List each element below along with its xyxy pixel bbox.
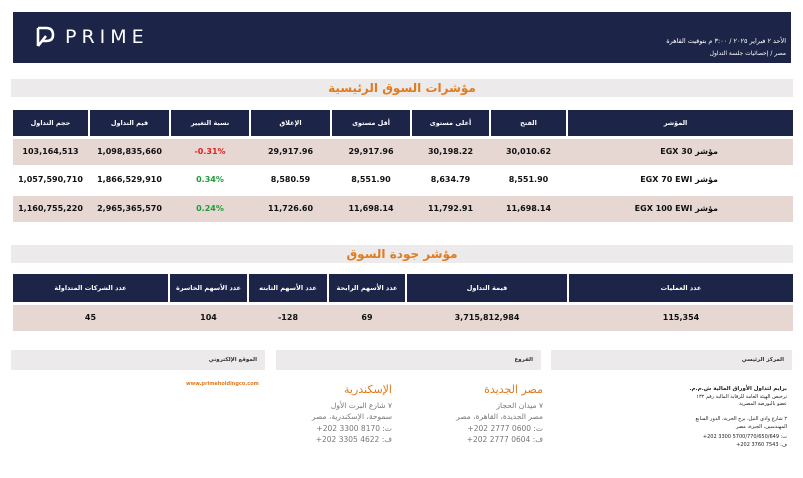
close-cell: 29,917.96 (267, 147, 314, 156)
volume-cell: 1,160,755,220 (18, 204, 83, 213)
col-losers-header: عدد الأسهم الخاسرة (170, 274, 247, 302)
close-cell: 8,580.59 (270, 175, 311, 184)
hq-fax: ف: 7543 3760 202+ (736, 442, 787, 448)
transactions-cell: 115,354 (662, 313, 700, 322)
low-cell: 29,917.96 (348, 147, 394, 156)
open-cell: 30,010.62 (505, 147, 552, 156)
index-name-cell: مؤشر EGX 100 EWI (634, 204, 718, 213)
market-quality-title: مؤشر جودة السوق (346, 247, 458, 261)
report-subtitle: مصر / إحصائيات جلسة التداول (709, 50, 786, 57)
close-cell: 11,726.60 (267, 204, 314, 213)
branch-heliopolis-line: مصر الجديدة، القاهرة، مصر (456, 412, 543, 421)
trade-value-cell: 3,715,812,984 (454, 313, 520, 322)
col-gainers-header: عدد الأسهم الرابحة (329, 274, 405, 302)
gainers-cell: 69 (361, 313, 373, 322)
logo-text: PRIME (65, 26, 149, 48)
branches-label-bar (276, 350, 541, 370)
hq-company-name: برايم لتداول الأوراق المالية ش.م.م. (689, 386, 787, 392)
change-cell: 0.24% (196, 204, 224, 213)
high-cell: 30,198.22 (427, 147, 474, 156)
value-cell: 1,098,835,660 (97, 147, 162, 156)
table-row (13, 196, 793, 222)
branch-heliopolis-title: مصر الجديدة (484, 383, 543, 396)
low-cell: 11,698.14 (348, 204, 394, 213)
high-cell: 11,792.91 (427, 204, 474, 213)
table-row (13, 167, 793, 193)
branches-label: الفروع (514, 357, 533, 363)
col-value-header: قيم التداول (90, 110, 169, 136)
col-high-header: أعلى مستوى (412, 110, 489, 136)
volume-cell: 1,057,590,710 (18, 175, 83, 184)
hq-phone: ت: 5700/770/650/649 3300 202+ (702, 434, 787, 440)
col-open-header: الفتح (491, 110, 566, 136)
index-name-cell: مؤشر EGX 30 (660, 147, 718, 156)
col-change-header: نسبة التغيير (171, 110, 249, 136)
traded-companies-cell: 45 (84, 313, 97, 322)
col-index-header: المؤشر (568, 110, 793, 136)
low-cell: 8,551.90 (351, 175, 391, 184)
open-cell: 8,551.90 (508, 175, 549, 184)
volume-cell: 103,164,513 (22, 147, 79, 156)
hq-address-line1: ٢ شارع وادي النيل، برج الحرية، الدور السابع (695, 416, 787, 422)
table-row (13, 139, 793, 165)
col-volume-header: حجم التداول (13, 110, 88, 136)
website-label: الموقع الإلكتروني (208, 357, 257, 363)
col-low-header: أقل مستوى (332, 110, 410, 136)
website-label-bar (11, 350, 265, 370)
market-quality-title-bar (11, 245, 793, 263)
prime-logo-icon (35, 26, 55, 48)
prime-logo (35, 24, 149, 50)
branch-alexandria-line: ٧ شارع البرت الأول (330, 401, 392, 410)
change-cell: 0.34% (196, 175, 224, 184)
report-date: الأحد ٢ فبراير ٢٠٢٥ / ٣:٠٠ م بتوقيت القاهرة (666, 37, 786, 45)
branch-alexandria-fax: ف: 4622 3305 202+ (315, 435, 392, 444)
change-cell: -0.31% (194, 147, 226, 156)
index-name-cell: مؤشر EGX 70 EWI (640, 175, 718, 184)
col-close-header: الإغلاق (251, 110, 330, 136)
col-traded-companies-header: عدد الشركات المتداولة (13, 274, 168, 302)
main-indices-title-bar (11, 79, 793, 97)
table-row (13, 305, 793, 331)
hq-address-line2: المهندسين، الجيزة، مصر (736, 424, 787, 430)
branch-alexandria-line: سموحة، الإسكندرية، مصر (311, 412, 392, 421)
report-header (13, 12, 791, 63)
branch-heliopolis-line: ٧ ميدان الحجاز (496, 401, 543, 410)
branch-heliopolis-fax: ف: 0604 2777 202+ (466, 435, 543, 444)
high-cell: 8,634.79 (430, 175, 471, 184)
branch-alexandria-title: الإسكندرية (344, 383, 392, 396)
hq-membership: عضو بالبورصة المصرية (739, 401, 787, 407)
main-indices-title: مؤشرات السوق الرئيسية (328, 81, 476, 95)
value-cell: 1,866,529,910 (97, 175, 162, 184)
unchanged-cell: -128 (277, 313, 299, 322)
col-unchanged-header: عدد الأسهم الثابته (249, 274, 327, 302)
losers-cell: 104 (200, 313, 217, 322)
value-cell: 2,965,365,570 (97, 204, 162, 213)
col-trade-value-header: قيمة التداول (407, 274, 567, 302)
website-link[interactable]: www.primeholdingco.com (186, 381, 259, 387)
branch-alexandria-phone: ت: 8170 3300 202+ (316, 424, 392, 433)
branch-heliopolis-phone: ت: 0600 2777 202+ (467, 424, 543, 433)
hq-license: ترخيص الهيئة العامة للرقابة المالية رقم ١٣٢ (696, 394, 787, 400)
hq-label: المركز الرئيسي (741, 357, 784, 363)
col-transactions-header: عدد العمليات (569, 274, 793, 302)
open-cell: 11,698.14 (505, 204, 552, 213)
hq-label-bar (551, 350, 792, 370)
